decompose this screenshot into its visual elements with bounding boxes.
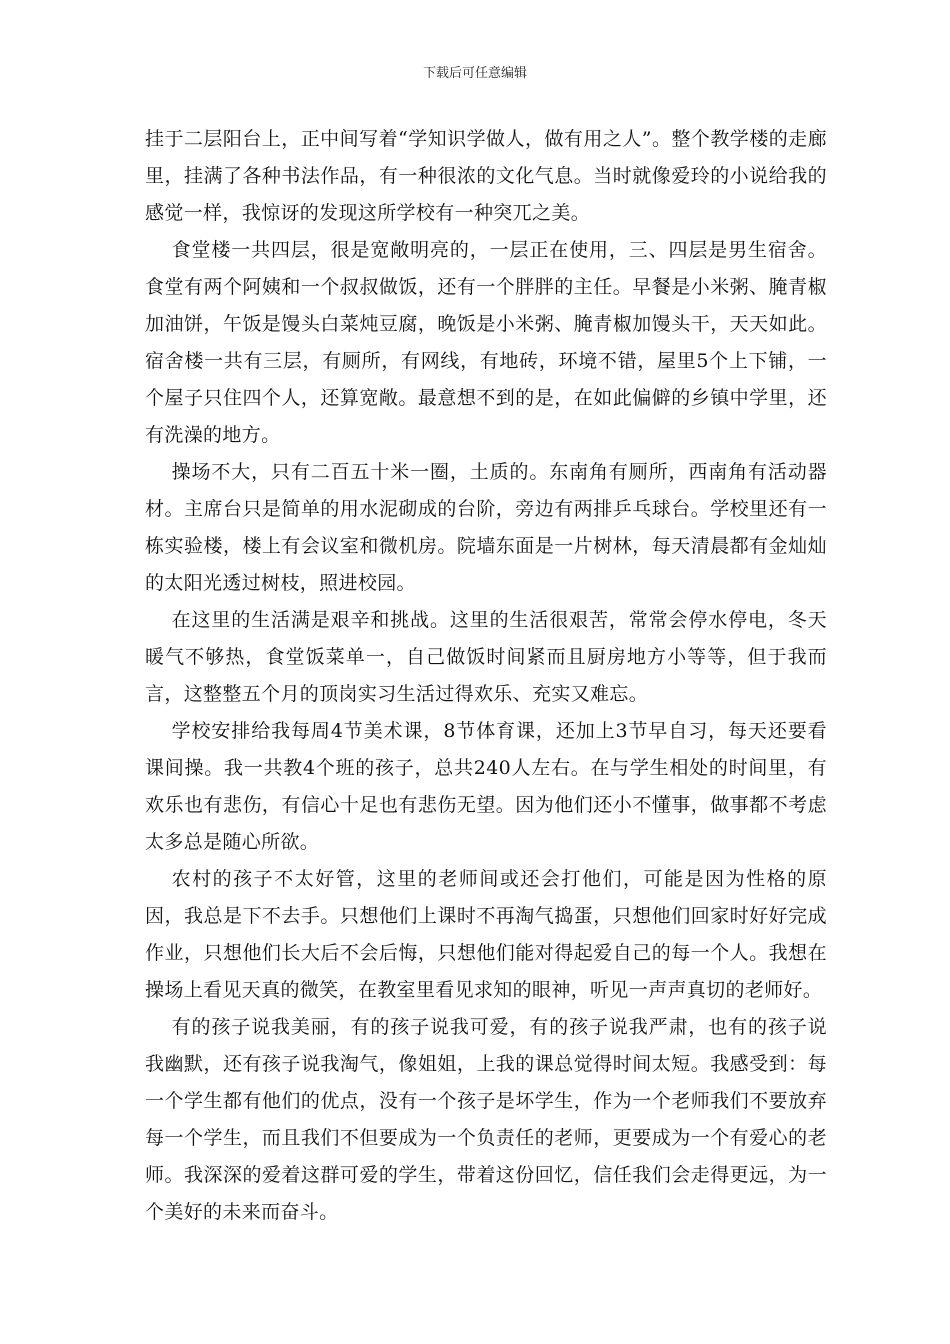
paragraph-1: 挂于二层阳台上，正中间写着“学知识学做人，做有用之人”。整个教学楼的走廊里，挂满了各种书法作品，有一种很浓的文化气息。当时就像爱玲的小说给我的感觉一样，我惊讶的发现这所学校有一种突兀之美。 <box>145 128 827 224</box>
paragraph-5: 学校安排给我每周4节美术课，8节体育课，还加上3节早自习，每天还要看课间操。我一共教4个班的孩子，总共240人左右。在与学生相处的时间里，有欢乐也有悲伤，有信心十足也有悲伤无望。因为他们还小不懂事，做事都不考虑太多总是随心所欲。 <box>145 720 827 853</box>
paragraph-6: 农村的孩子不太好管，这里的老师间或还会打他们，可能是因为性格的原因，我总是下不去手。只想他们上课时不再淘气捣蛋，只想他们回家时好好完成作业，只想他们长大后不会后悔，只想他们能对得起爱自己的每一个人。我想在操场上看见天真的微笑，在教室里看见求知的眼神，听见一声声真切的老师好。 <box>145 868 827 1001</box>
document-body <box>145 121 827 1231</box>
paragraph-2: 食堂楼一共四层，很是宽敞明亮的，一层正在使用，三、四层是男生宿舍。食堂有两个阿姨和一个叔叔做饭，还有一个胖胖的主任。早餐是小米粥、腌青椒加油饼，午饭是馒头白菜炖豆腐，晚饭是小米粥、腌青椒加馒头干，天天如此。宿舍楼一共有三层，有厕所，有网线，有地砖，环境不错，屋里5个上下铺，一个屋子只住四个人，还算宽敞。最意想不到的是，在如此偏僻的乡镇中学里，还有洗澡的地方。 <box>145 239 827 446</box>
paragraph-7: 有的孩子说我美丽，有的孩子说我可爱，有的孩子说我严肃，也有的孩子说我幽默，还有孩子说我淘气，像姐姐，上我的课总觉得时间太短。我感受到：每一个学生都有他们的优点，没有一个孩子是坏学生，作为一个老师我们不要放弃每一个学生，而且我们不但要成为一个负责任的老师，更要成为一个有爱心的老师。我深深的爱着这群可爱的学生，带着这份回忆，信任我们会走得更远，为一个美好的未来而奋斗。 <box>145 1016 827 1223</box>
page-header-note: 下载后可任意编辑 <box>422 66 527 81</box>
paragraph-4: 在这里的生活满是艰辛和挑战。这里的生活很艰苦，常常会停水停电，冬天暖气不够热，食堂饭菜单一，自己做饭时间紧而且厨房地方小等等，但于我而言，这整整五个月的顶岗实习生活过得欢乐、充实又难忘。 <box>145 609 827 705</box>
paragraph-3: 操场不大，只有二百五十米一圈，土质的。东南角有厕所，西南角有活动器材。主席台只是简单的用水泥砌成的台阶，旁边有两排乒乓球台。学校里还有一栋实验楼，楼上有会议室和微机房。院墙东面是一片树林，每天清晨都有金灿灿的太阳光透过树枝，照进校园。 <box>145 461 827 594</box>
